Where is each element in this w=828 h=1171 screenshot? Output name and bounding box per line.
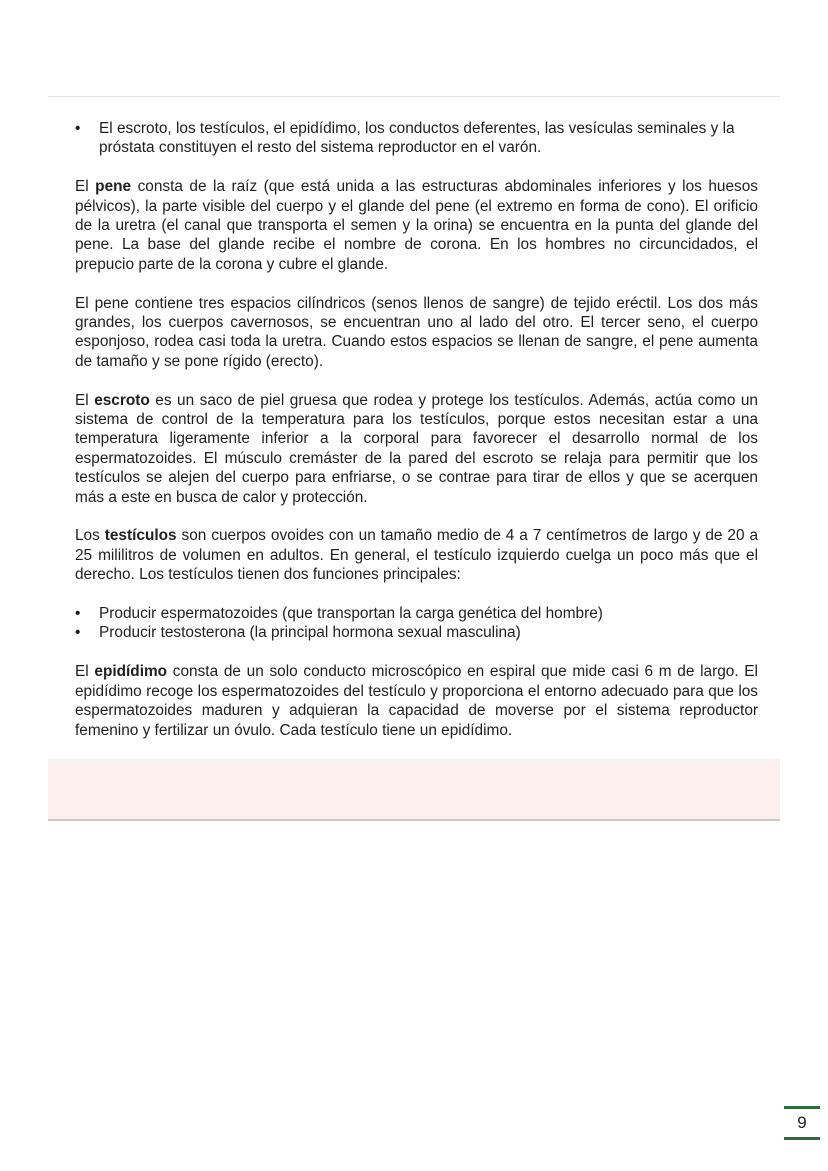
paragraph-prefix: El	[75, 663, 95, 681]
list-item-text: El escroto, los testículos, el epidídimo, los conductos deferentes, las vesículas seminales y la próstata constituyen el resto del sistema reproductor en el varón.	[99, 120, 735, 157]
term-epididimo: epidídimo	[94, 663, 168, 681]
page-number-bottom-rule	[784, 1137, 820, 1140]
list-item	[75, 623, 758, 642]
page-number: 9	[797, 1113, 807, 1132]
list-item-text: Producir testosterona (la principal hormona sexual masculina)	[99, 624, 521, 642]
term-pene: pene	[95, 178, 132, 196]
paragraph-prefix: Los	[75, 527, 105, 545]
paragraph-text: es un saco de piel gruesa que rodea y protege los testículos. Además, actúa como un sistema de control de la temperatura para los testículos, porque estos necesitan estar a una temperatura ligeramente inferior a la corporal para favorecer el desarrollo normal de los espermatozoides. El músculo cremáster de la pared del escroto se relaja para permitir que los testículos se alejen del cuerpo para enfriarse, o se contrae para tirar de ellos y que se acerquen más a este en busca de calor y protección.	[75, 391, 758, 506]
paragraph-prefix: El	[75, 391, 95, 409]
paragraph-pene	[75, 177, 758, 274]
intro-bullet-list	[75, 119, 758, 158]
term-testiculos: testículos	[104, 527, 177, 545]
funciones-bullet-list	[75, 604, 758, 643]
empty-note-box	[48, 759, 780, 819]
list-item	[75, 604, 758, 623]
paragraph-testiculos	[75, 526, 758, 584]
header-divider	[48, 96, 780, 97]
page-number-badge	[784, 1106, 820, 1140]
paragraph-text: son cuerpos ovoides con un tamaño medio de 4 a 7 centímetros de largo y de 20 a 25 mililitros de volumen en adultos. En general, el testículo izquierdo cuelga un poco más que el derecho. Los testículos tienen dos funciones principales:	[75, 527, 759, 584]
paragraph-espacios	[75, 294, 758, 372]
paragraph-prefix: El	[75, 178, 96, 196]
bullet-glyph: •	[75, 120, 81, 137]
list-item-text: Producir espermatozoides (que transportan la carga genética del hombre)	[99, 605, 603, 623]
paragraph-text: consta de un solo conducto microscópico en espiral que mide casi 6 m de largo. El epidídimo recoge los espermatozoides del testículo y proporciona el entorno adecuado para que los espermatozoides maduren y adquieran la capacidad de moverse por el sistema reproductor femenino y fertilizar un óvulo. Cada testículo tiene un epidídimo.	[75, 663, 758, 739]
list-item	[75, 119, 758, 158]
paragraph-text: El pene contiene tres espacios cilíndricos (senos llenos de sangre) de tejido eréctil. Los dos más grandes, los cuerpos cavernosos, se encuentran uno al lado del otro. El tercer seno, el cuerpo esponjoso, rodea casi toda la uretra. Cuando estos espacios se llenan de sangre, el pene aumenta de tamaño y se pone rígido (erecto).	[75, 294, 758, 370]
paragraph-epididimo	[75, 662, 758, 740]
paragraph-escroto	[75, 391, 758, 507]
bullet-glyph: •	[75, 605, 81, 623]
document-body	[75, 119, 758, 759]
page-number-top-rule	[784, 1106, 820, 1109]
note-box-bottom-rule	[48, 819, 780, 821]
paragraph-text: consta de la raíz (que está unida a las estructuras abdominales inferiores y los huesos pélvicos), la parte visible del cuerpo y el glande del pene (el extremo en forma de cono). El orificio de la uretra (el canal que transporta el semen y la orina) se encuentra en la punta del glande del pene. La base del glande recibe el nombre de corona. En los hombres no circuncidados, el prepucio parte de la corona y cubre el glande.	[75, 178, 758, 273]
term-escroto: escroto	[94, 391, 150, 409]
bullet-glyph: •	[75, 624, 81, 642]
